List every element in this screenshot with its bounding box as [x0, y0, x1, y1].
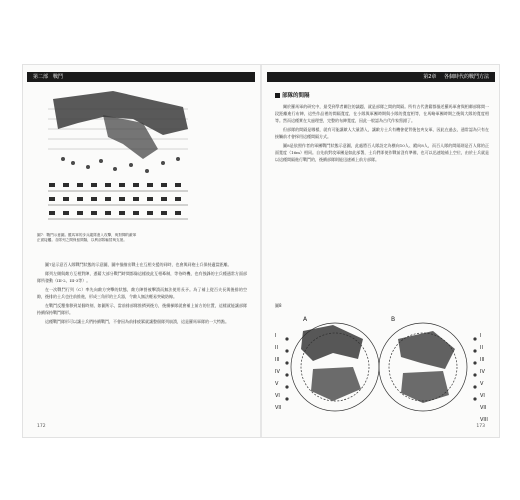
- book-spread: [22, 64, 500, 438]
- row-label-left: I: [275, 333, 277, 339]
- right-page-number: 173: [476, 424, 485, 429]
- left-page: [23, 65, 259, 435]
- row-label-right: IV: [480, 369, 485, 375]
- book-gutter: [260, 65, 262, 437]
- figure-8-label: 圖8: [275, 303, 282, 308]
- left-body-text: [37, 261, 247, 327]
- paragraph: 在一次戰鬥行列（C）率先向敵方突擊的狀態，敵方陣營被擊潰而無法使用長矛。為了補上從百夫長與後排的空隙，後排的士兵也往前推進，形成三角形的主兵器，令敵人無法輕易突破防線。: [37, 287, 247, 299]
- row-label-right: II: [480, 345, 483, 351]
- row-label-right: VIII: [480, 417, 488, 423]
- right-page: [263, 65, 499, 435]
- left-page-number: 172: [37, 424, 46, 429]
- paragraph: 圖8是依照作者的軍團戰鬥狀態示意圖，此處將百人隊設定為橫向10人、縱向8人，而百人隊的間隔則是百人隊的正面寬度（16m）相同。自先前對攻軍團是如此部署，士兵們即使作戰前沒有準備，也可以迅速地補上空位，由於士兵就是以這種間隔進行戰鬥的，後續部隊則能迅速補上前方部隊。: [275, 143, 489, 162]
- paragraph: 圖7是示意百人隊戰鬥狀態的示意圖，圖中描繪出戰士在互相支援的同時，也會與同袍士兵保持適當距離。: [45, 262, 232, 267]
- paragraph: 但部隊的間隔是哪樣，就有可能讓敵人大量湧入，讓敵方士兵有機會從背後包夾友軍，因此在過去，通常認為只有在接觸前才會採用這種間隔方式。: [275, 127, 489, 139]
- figure-7-caption: 圖7：戰鬥示意圖。羅馬軍的步兵縱隊進入攻擊，與對陣的敵軍正面接觸。各隊列之間保留間隔，以利部隊輪替與支援。: [37, 233, 137, 242]
- row-label-right: VII: [480, 405, 487, 411]
- row-label-left: VI: [275, 393, 280, 399]
- left-header-text: 第二部 戰鬥: [33, 74, 64, 80]
- paragraph: 在戰鬥反覆推移到某個時刻，如圖所示，當前排部隊推擠到後方，後續梯隊就會補上前方的位置，這樣就能讓部隊持續保持戰鬥隊形。: [37, 303, 247, 315]
- circle-b-label: B: [391, 316, 396, 323]
- right-page-header: [267, 72, 495, 82]
- paragraph: 這種戰鬥隊形可以讓士兵們持續戰鬥，不會因為前排疲累就讓整個隊列崩潰，這是羅馬軍隊的一大特點。: [45, 319, 229, 324]
- row-label-right: I: [480, 333, 482, 339]
- right-body-text: [275, 103, 489, 165]
- legion-formation-figure-8: [273, 309, 491, 425]
- square-bullet-icon: [275, 93, 280, 98]
- section-title: [275, 91, 310, 99]
- row-label-right: VI: [480, 393, 485, 399]
- left-page-header: [27, 72, 255, 82]
- right-header-title: 各個時代的戰鬥方法: [443, 74, 489, 80]
- paragraph: 隊列左側與敵方互相對陣，憑藉大部分戰鬥時間都像這樣彼此互相牽制，等待時機，也有強鋒的主兵種通常方面部隊所發動（III-2、III-3等）。: [37, 271, 247, 283]
- row-label-right: V: [480, 381, 484, 387]
- row-label-left: II: [275, 345, 278, 351]
- paragraph: 關於羅馬軍的研究中，最受到學者關注的議題，就是部隊之間的間隔。所有古代書籍都描述羅馬軍會與相鄰部隊間一段距離進行布陣，這些作品裡的間隔寬度，在小隊與軍團時期與小隊的寬度相等，在馬略軍團時期之後與大隊的寬度相等。然而這種實在太過理想，完整的布陣寬度，因此一般認為古代作家寫錯了。: [275, 104, 489, 123]
- battle-illustration-figure-7: [43, 89, 193, 229]
- right-header-chapter: 第2章: [423, 74, 437, 80]
- circle-a-label: A: [303, 316, 308, 323]
- section-title-text: 部隊的間隔: [282, 93, 310, 99]
- row-label-left: III: [275, 357, 280, 363]
- row-label-left: V: [275, 381, 279, 387]
- row-label-left: VII: [275, 405, 282, 411]
- row-label-right: III: [480, 357, 485, 363]
- row-label-left: IV: [275, 369, 280, 375]
